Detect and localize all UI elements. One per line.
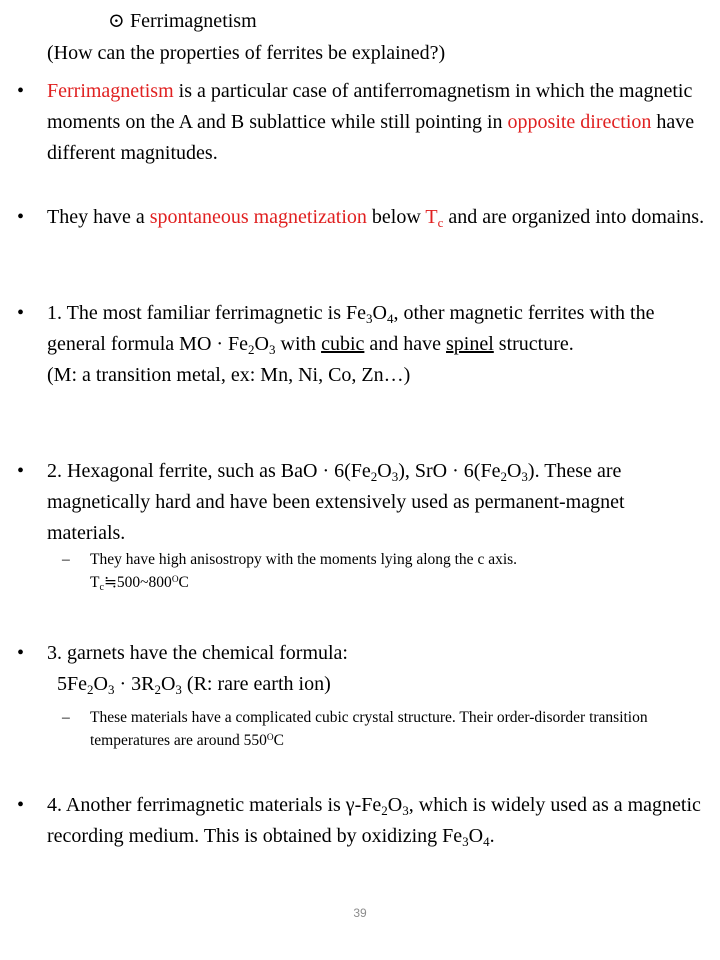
bullet-icon: • bbox=[17, 302, 25, 324]
transition-metal-note: (M: a transition metal, ex: Mn, Ni, Co, Zn…) bbox=[47, 364, 411, 386]
term-spinel: spinel bbox=[446, 333, 494, 355]
bullet-icon: • bbox=[17, 80, 25, 102]
bullet-garnets: • 3. garnets have the chemical formula: $5Fe_2O_3 \cdot 3R_2O_3$ (R: rare earth ion) bbox=[47, 638, 707, 700]
bullet-spontaneous-magnetization: • They have a spontaneous magnetization below $T_c$ and are organized into domains. bbox=[47, 202, 707, 233]
slide-title bbox=[108, 8, 257, 34]
bullet-icon: • bbox=[17, 460, 25, 482]
term-opposite-direction: opposite direction bbox=[507, 111, 652, 133]
title-text: Ferrimagnetism bbox=[130, 10, 257, 32]
dash-marker: – bbox=[62, 709, 70, 726]
term-spontaneous-magnetization: spontaneous magnetization bbox=[149, 206, 367, 228]
term-ferrimagnetism: Ferrimagnetism bbox=[47, 80, 174, 102]
term-cubic: cubic bbox=[321, 333, 365, 355]
bullet-ferrimagnetism-definition: • Ferrimagnetism is a particular case of antiferromagnetism in which the magnetic moments on the A and B sublattice while still pointing in opposite direction have different magnitudes. bbox=[47, 76, 707, 169]
page-number: 39 bbox=[353, 906, 367, 920]
garnet-formula: $5Fe_2O_3 \cdot 3R_2O_3$ (R: rare earth ion) bbox=[57, 673, 331, 697]
bullet-hexagonal-ferrite: • 2. Hexagonal ferrite, such as BaO · $6(Fe_2O_3)$, SrO · $6(Fe_2O_3)$. These are magnetically hard and have been extensively used as permanent-magnet materials. bbox=[47, 456, 707, 549]
bullet-icon: • bbox=[17, 642, 25, 664]
curie-temperature: $T_c$ bbox=[425, 206, 444, 230]
sub-bullet-garnet-structure: – These materials have a complicated cubic crystal structure. Their order-disorder transition temperatures are around $550^OC$ bbox=[90, 706, 700, 752]
sub-bullet-hexagonal-anisotropy: – They have high anisostropy with the moments lying along the c axis. $T_c≒500\sim 800^OC$ bbox=[90, 548, 700, 594]
slide-subtitle: (How can the properties of ferrites be explained?) bbox=[47, 42, 446, 64]
dash-marker: – bbox=[62, 551, 70, 568]
bullet-gamma-fe2o3: • 4. Another ferrimagnetic materials is $\gamma-Fe_2O_3$, which is widely used as a magnetic recording medium. This is obtained by oxidizing $Fe_3O_4$. bbox=[47, 790, 707, 852]
circled-dot-icon: ⊙ bbox=[108, 10, 125, 32]
bullet-icon: • bbox=[17, 206, 25, 228]
bullet-icon: • bbox=[17, 794, 25, 816]
bullet-spinel-ferrites: • 1. The most familiar ferrimagnetic is $Fe_3O_4$, other magnetic ferrites with the general formula MO · $Fe_2O_3$ with cubic and have spinel structure. (M: a transition metal, ex: Mn, Ni, Co, Zn…) bbox=[47, 298, 707, 391]
